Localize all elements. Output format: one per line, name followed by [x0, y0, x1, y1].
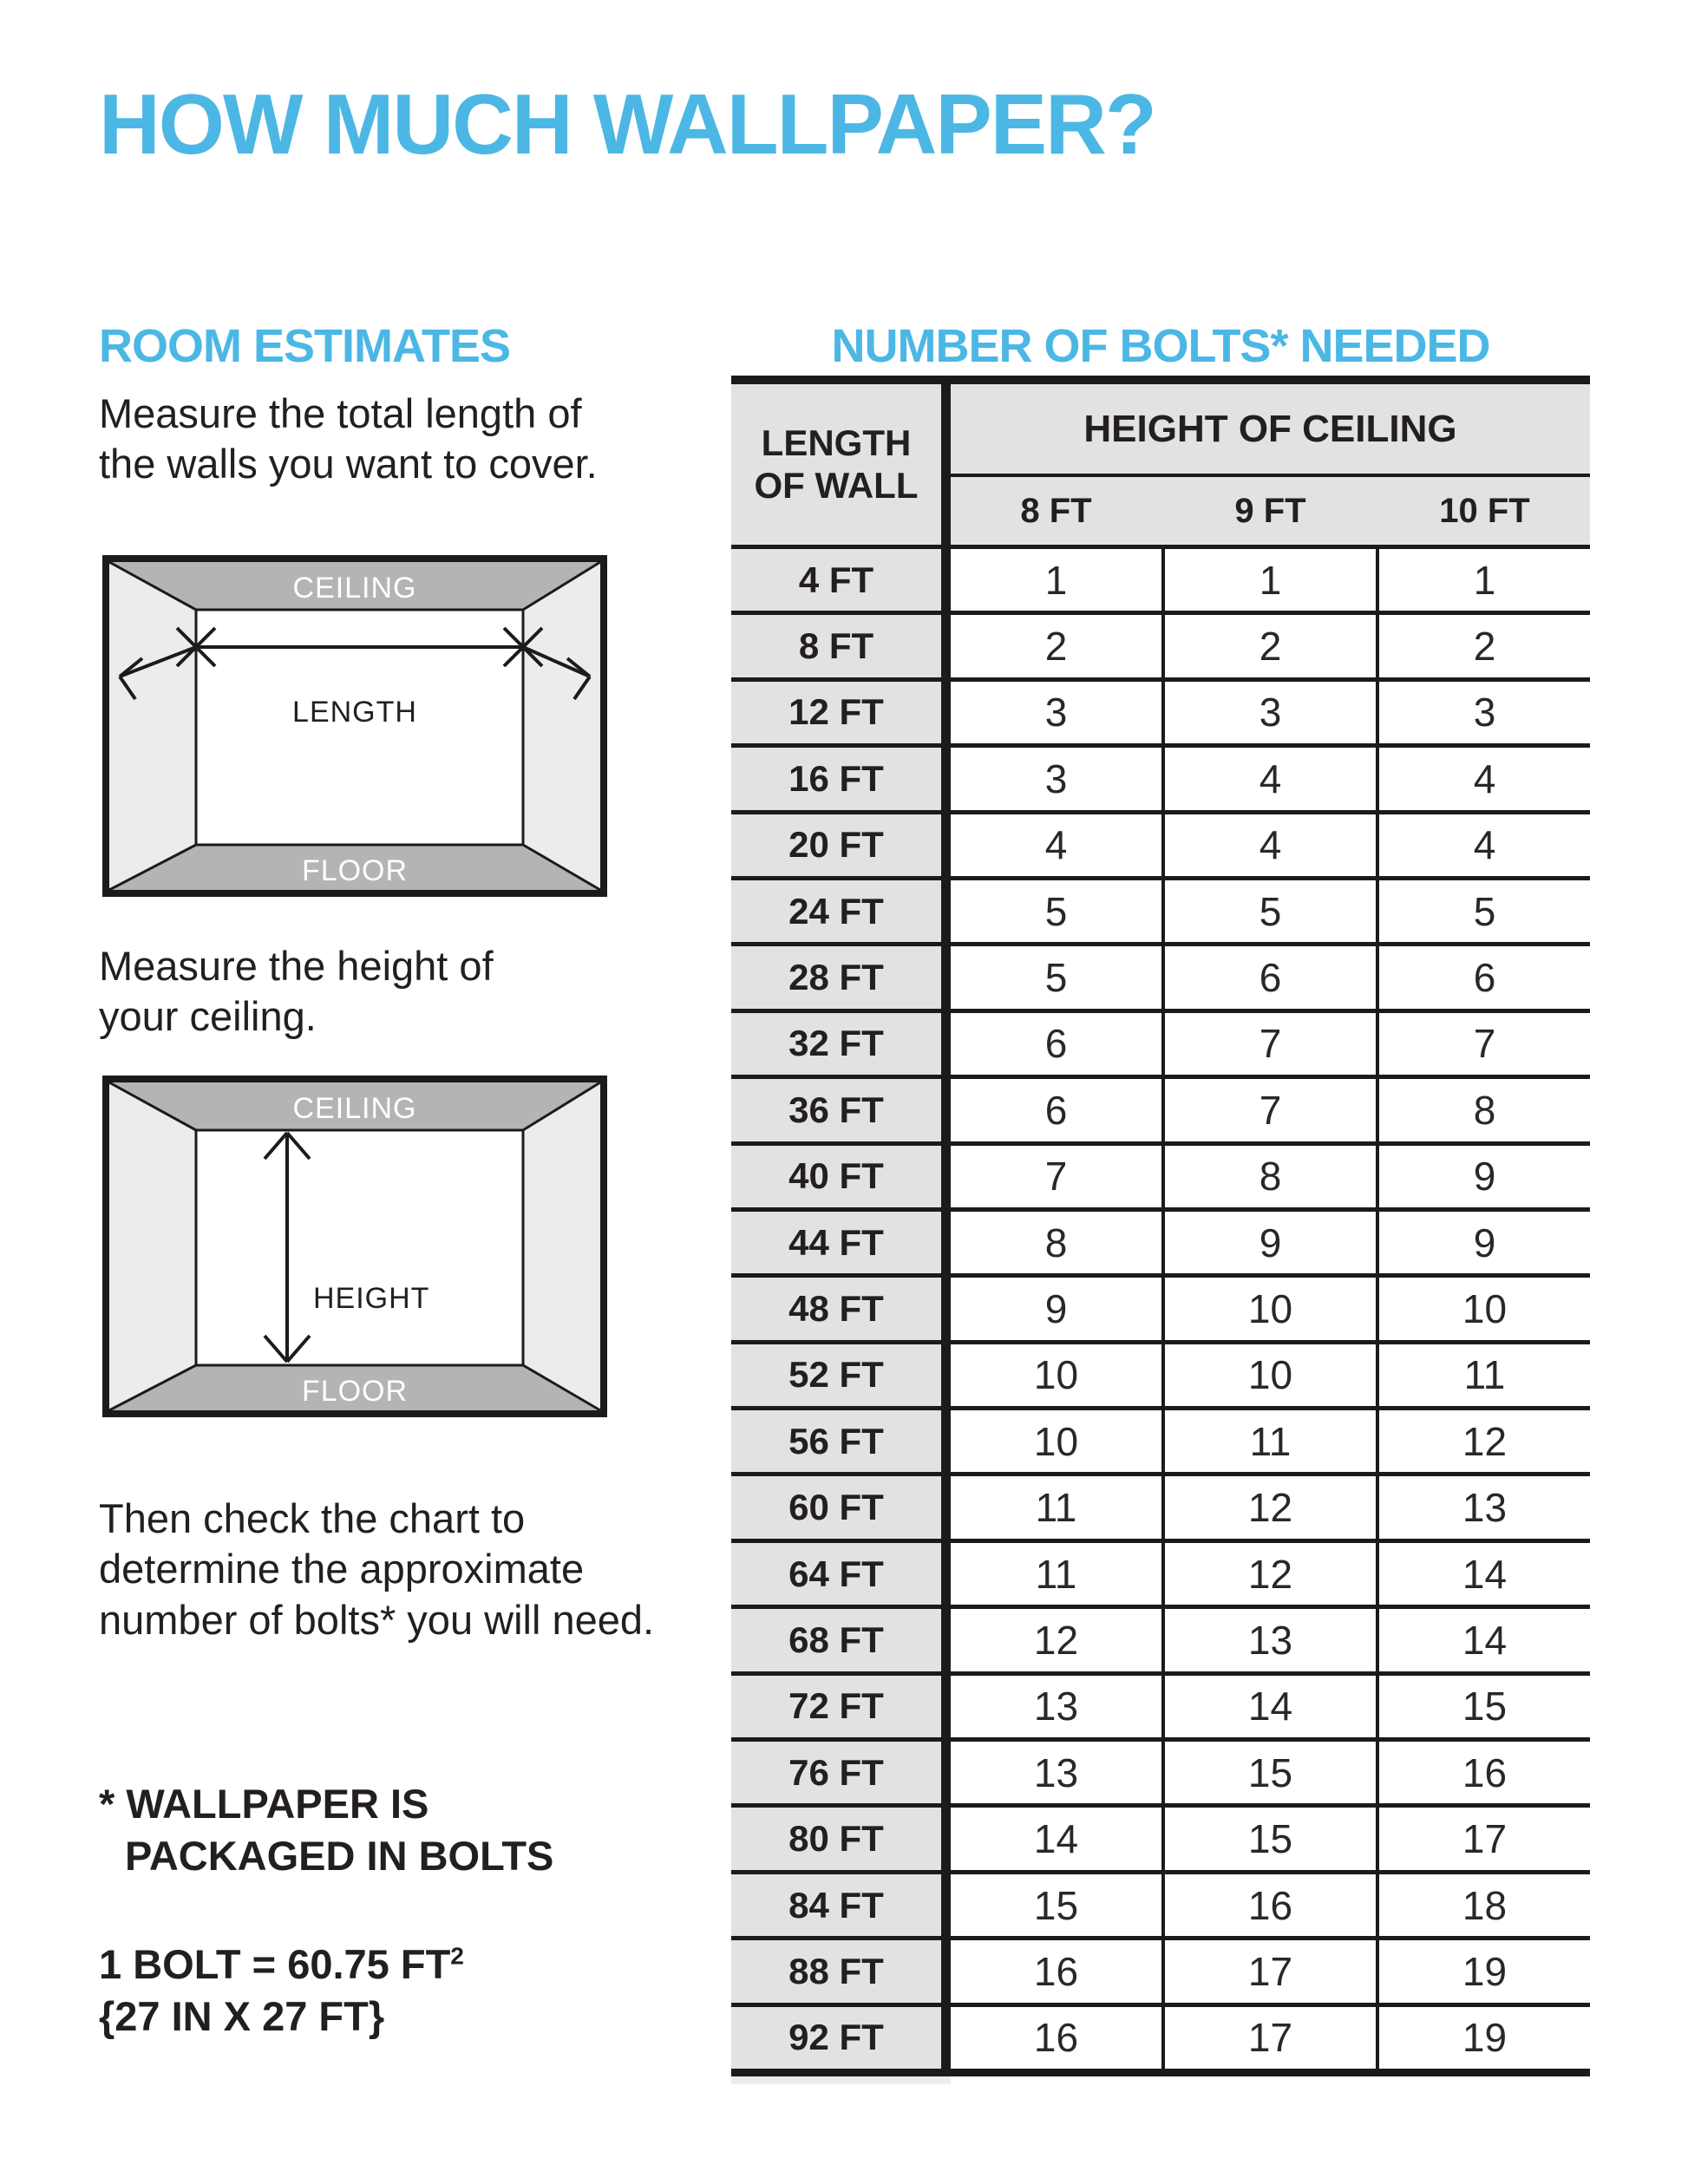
bolts-value-cell: 6 — [1044, 1021, 1068, 1067]
wall-length-cell: 12 FT — [731, 682, 941, 743]
bolts-value-cell: 6 — [1044, 1087, 1068, 1133]
bolts-value-cell: 12 — [1247, 1551, 1293, 1597]
wall-length-cell: 16 FT — [731, 748, 941, 809]
table-row — [731, 814, 1590, 880]
table-row — [731, 1940, 1590, 2006]
wall-length-cell: 40 FT — [731, 1146, 941, 1207]
length-of-wall-header — [731, 384, 941, 545]
bolts-value-cell: 13 — [1033, 1749, 1079, 1795]
bolts-value-cell: 2 — [1259, 624, 1282, 670]
bolts-value-cell: 7 — [1473, 1021, 1496, 1067]
bolts-value-cell: 1 — [1259, 557, 1282, 603]
bolts-value-cell: 17 — [1462, 1816, 1508, 1862]
table-row — [731, 1543, 1590, 1609]
paragraph-line: your ceiling. — [99, 993, 317, 1040]
table-row — [731, 1808, 1590, 1873]
table-row — [731, 615, 1590, 681]
bolts-value-cell: 8 — [1259, 1154, 1282, 1200]
paragraph-line: Measure the total length of — [99, 390, 582, 436]
paragraph-line: Measure the height of — [99, 943, 494, 989]
wall-length-cell: 80 FT — [731, 1808, 941, 1869]
bolts-value-cell: 15 — [1033, 1882, 1079, 1928]
bolts-value-cell: 9 — [1259, 1220, 1282, 1265]
bolts-value-cell: 13 — [1247, 1617, 1293, 1663]
bolts-value-cell: 11 — [1249, 1418, 1292, 1464]
bolts-value-cell: 2 — [1044, 624, 1068, 670]
wall-length-cell: 92 FT — [731, 2007, 941, 2069]
bolts-value-cell: 4 — [1044, 822, 1068, 868]
bolts-value-cell: 16 — [1247, 1882, 1293, 1928]
bolts-value-cell: 11 — [1463, 1352, 1506, 1398]
wall-length-cell: 8 FT — [731, 615, 941, 677]
table-row — [731, 1676, 1590, 1742]
column-header-8ft: 8 FT — [1020, 491, 1092, 530]
table-row — [731, 682, 1590, 748]
wall-length-cell: 76 FT — [731, 1742, 941, 1803]
bolts-value-cell: 14 — [1462, 1617, 1508, 1663]
bolt-equation-text: 1 BOLT = 60.75 FT — [99, 1941, 451, 1987]
bolts-value-cell: 3 — [1044, 755, 1068, 801]
room-estimates-heading: ROOM ESTIMATES — [99, 320, 511, 372]
room-height-diagram-svg — [102, 1076, 607, 1417]
left-wall — [109, 1082, 196, 1410]
table-row — [731, 1344, 1590, 1410]
floor-label: FLOOR — [301, 854, 409, 887]
wall-length-cell: 88 FT — [731, 1940, 941, 2002]
bolts-value-cell: 19 — [1462, 2015, 1508, 2061]
bolts-value-cell: 17 — [1247, 2015, 1293, 2061]
table-row — [731, 880, 1590, 946]
bolts-value-cell: 3 — [1473, 690, 1496, 736]
ceiling-label: CEILING — [292, 1092, 417, 1125]
bolts-value-cell: 4 — [1473, 822, 1496, 868]
bolts-value-cell: 6 — [1259, 955, 1282, 1001]
wall-length-cell: 60 FT — [731, 1476, 941, 1538]
table-row — [731, 946, 1590, 1012]
height-of-ceiling-header: HEIGHT OF CEILING — [1083, 407, 1457, 450]
bolts-value-cell: 16 — [1033, 1948, 1079, 1994]
bolts-value-cell: 16 — [1033, 2015, 1079, 2061]
bolts-value-cell: 3 — [1044, 690, 1068, 736]
table-row — [731, 1212, 1590, 1278]
bolts-value-cell: 14 — [1033, 1816, 1079, 1862]
footnote-line: * WALLPAPER IS — [99, 1781, 429, 1827]
column-header-9ft: 9 FT — [1234, 491, 1306, 530]
bolts-value-cell: 2 — [1473, 624, 1496, 670]
wall-length-cell: 4 FT — [731, 549, 941, 611]
room-length-diagram-svg — [102, 555, 607, 897]
bolts-value-cell: 7 — [1259, 1021, 1282, 1067]
bolts-value-cell: 11 — [1035, 1485, 1077, 1531]
bolts-value-cell: 4 — [1259, 755, 1282, 801]
wall-length-cell: 28 FT — [731, 946, 941, 1008]
footnote-line: PACKAGED IN BOLTS — [125, 1832, 554, 1879]
table-top-border — [731, 376, 1590, 384]
wall-length-cell: 20 FT — [731, 814, 941, 876]
height-label: HEIGHT — [313, 1282, 430, 1315]
page-title: HOW MUCH WALLPAPER? — [99, 76, 1155, 172]
back-wall — [196, 1130, 523, 1365]
bolts-value-cell: 8 — [1044, 1220, 1068, 1265]
ceiling-height-columns — [951, 477, 1590, 545]
bolts-value-cell: 4 — [1259, 822, 1282, 868]
length-label: LENGTH — [292, 696, 417, 729]
bolts-value-cell: 7 — [1044, 1154, 1068, 1200]
bolts-value-cell: 15 — [1462, 1684, 1508, 1730]
bolts-value-cell: 9 — [1044, 1285, 1068, 1331]
wallpaper-bolts-footnote — [99, 1778, 553, 1881]
floor-label: FLOOR — [301, 1375, 409, 1408]
bolt-dimensions-line: {27 IN X 27 FT} — [99, 1992, 385, 2039]
bolts-value-cell: 10 — [1033, 1418, 1079, 1464]
bolts-value-cell: 17 — [1247, 1948, 1293, 1994]
bolts-value-cell: 14 — [1462, 1551, 1508, 1597]
wall-length-cell: 84 FT — [731, 1874, 941, 1936]
wall-length-cell: 44 FT — [731, 1212, 941, 1273]
paragraph-line: Then check the chart to — [99, 1495, 526, 1541]
wall-length-cell: 68 FT — [731, 1609, 941, 1671]
bolts-value-cell: 5 — [1044, 955, 1068, 1001]
table-row — [731, 1609, 1590, 1675]
bolts-value-cell: 10 — [1247, 1352, 1293, 1398]
paragraph-line: the walls you want to cover. — [99, 441, 598, 487]
table-row — [731, 1476, 1590, 1542]
table-row — [731, 549, 1590, 615]
wall-length-cell: 52 FT — [731, 1344, 941, 1406]
bolts-value-cell: 10 — [1462, 1285, 1508, 1331]
ceiling-label: CEILING — [292, 572, 417, 605]
bolts-value-cell: 4 — [1473, 755, 1496, 801]
paragraph-line: determine the approximate — [99, 1546, 585, 1592]
right-wall — [523, 1082, 600, 1410]
check-chart-paragraph — [99, 1494, 654, 1645]
bolts-value-cell: 7 — [1259, 1087, 1282, 1133]
column-header-10ft: 10 FT — [1439, 491, 1530, 530]
table-header — [731, 384, 1590, 545]
bolts-value-cell: 9 — [1473, 1154, 1496, 1200]
table-row — [731, 1146, 1590, 1212]
bolts-value-cell: 5 — [1044, 888, 1068, 934]
measure-height-paragraph — [99, 941, 494, 1043]
bolts-value-cell: 14 — [1247, 1684, 1293, 1730]
bolts-value-cell: 13 — [1462, 1485, 1508, 1531]
bolt-equation-line — [99, 1939, 464, 1991]
bolts-value-cell: 18 — [1462, 1882, 1508, 1928]
bolts-value-cell: 9 — [1473, 1220, 1496, 1265]
bolts-value-cell: 1 — [1044, 557, 1068, 603]
length-of-wall-line: OF WALL — [754, 464, 919, 506]
table-row — [731, 1410, 1590, 1476]
left-wall — [109, 562, 196, 890]
bolts-value-cell: 19 — [1462, 1948, 1508, 1994]
bolts-value-cell: 15 — [1247, 1749, 1293, 1795]
length-of-wall-line: LENGTH — [761, 422, 912, 464]
bolts-value-cell: 10 — [1033, 1352, 1079, 1398]
bolts-value-cell: 3 — [1259, 690, 1282, 736]
paragraph-line: number of bolts* you will need. — [99, 1596, 655, 1643]
bolts-value-cell: 12 — [1247, 1485, 1293, 1531]
bolts-value-cell: 10 — [1247, 1285, 1293, 1331]
table-body — [731, 549, 1590, 2069]
wall-length-cell: 56 FT — [731, 1410, 941, 1472]
wall-length-cell: 64 FT — [731, 1543, 941, 1605]
label-column-divider — [941, 384, 951, 2069]
table-row — [731, 748, 1590, 814]
wall-length-cell: 72 FT — [731, 1676, 941, 1737]
table-row — [731, 1079, 1590, 1145]
bolts-value-cell: 5 — [1259, 888, 1282, 934]
bolts-value-cell: 6 — [1473, 955, 1496, 1001]
bolts-value-cell: 12 — [1462, 1418, 1508, 1464]
bolts-table — [731, 376, 1590, 2076]
table-row — [731, 1013, 1590, 1079]
bolts-value-cell: 13 — [1033, 1684, 1079, 1730]
table-bottom-border — [731, 2069, 1590, 2076]
bolts-needed-heading: NUMBER OF BOLTS* NEEDED — [831, 320, 1490, 372]
column-divider — [1161, 549, 1165, 2069]
wall-length-cell: 48 FT — [731, 1278, 941, 1339]
wall-length-cell: 24 FT — [731, 880, 941, 942]
table-row — [731, 2007, 1590, 2069]
bolts-value-cell: 11 — [1035, 1551, 1077, 1597]
bolts-value-cell: 1 — [1473, 557, 1496, 603]
wall-length-cell: 32 FT — [731, 1013, 941, 1075]
bolt-equation — [99, 1939, 464, 2042]
table-row — [731, 1278, 1590, 1344]
table-row — [731, 1874, 1590, 1940]
room-length-diagram — [102, 555, 607, 897]
room-height-diagram — [102, 1076, 607, 1417]
bolts-value-cell: 16 — [1462, 1749, 1508, 1795]
measure-length-paragraph — [99, 389, 598, 490]
column-divider — [1376, 549, 1379, 2069]
table-row — [731, 1742, 1590, 1808]
right-wall — [523, 562, 600, 890]
bolt-equation-superscript: 2 — [450, 1941, 464, 1970]
wall-length-cell: 36 FT — [731, 1079, 941, 1141]
bolts-value-cell: 15 — [1247, 1816, 1293, 1862]
bolts-value-cell: 5 — [1473, 888, 1496, 934]
bolts-value-cell: 8 — [1473, 1087, 1496, 1133]
label-column-stub — [731, 2076, 951, 2084]
bolts-value-cell: 12 — [1033, 1617, 1079, 1663]
